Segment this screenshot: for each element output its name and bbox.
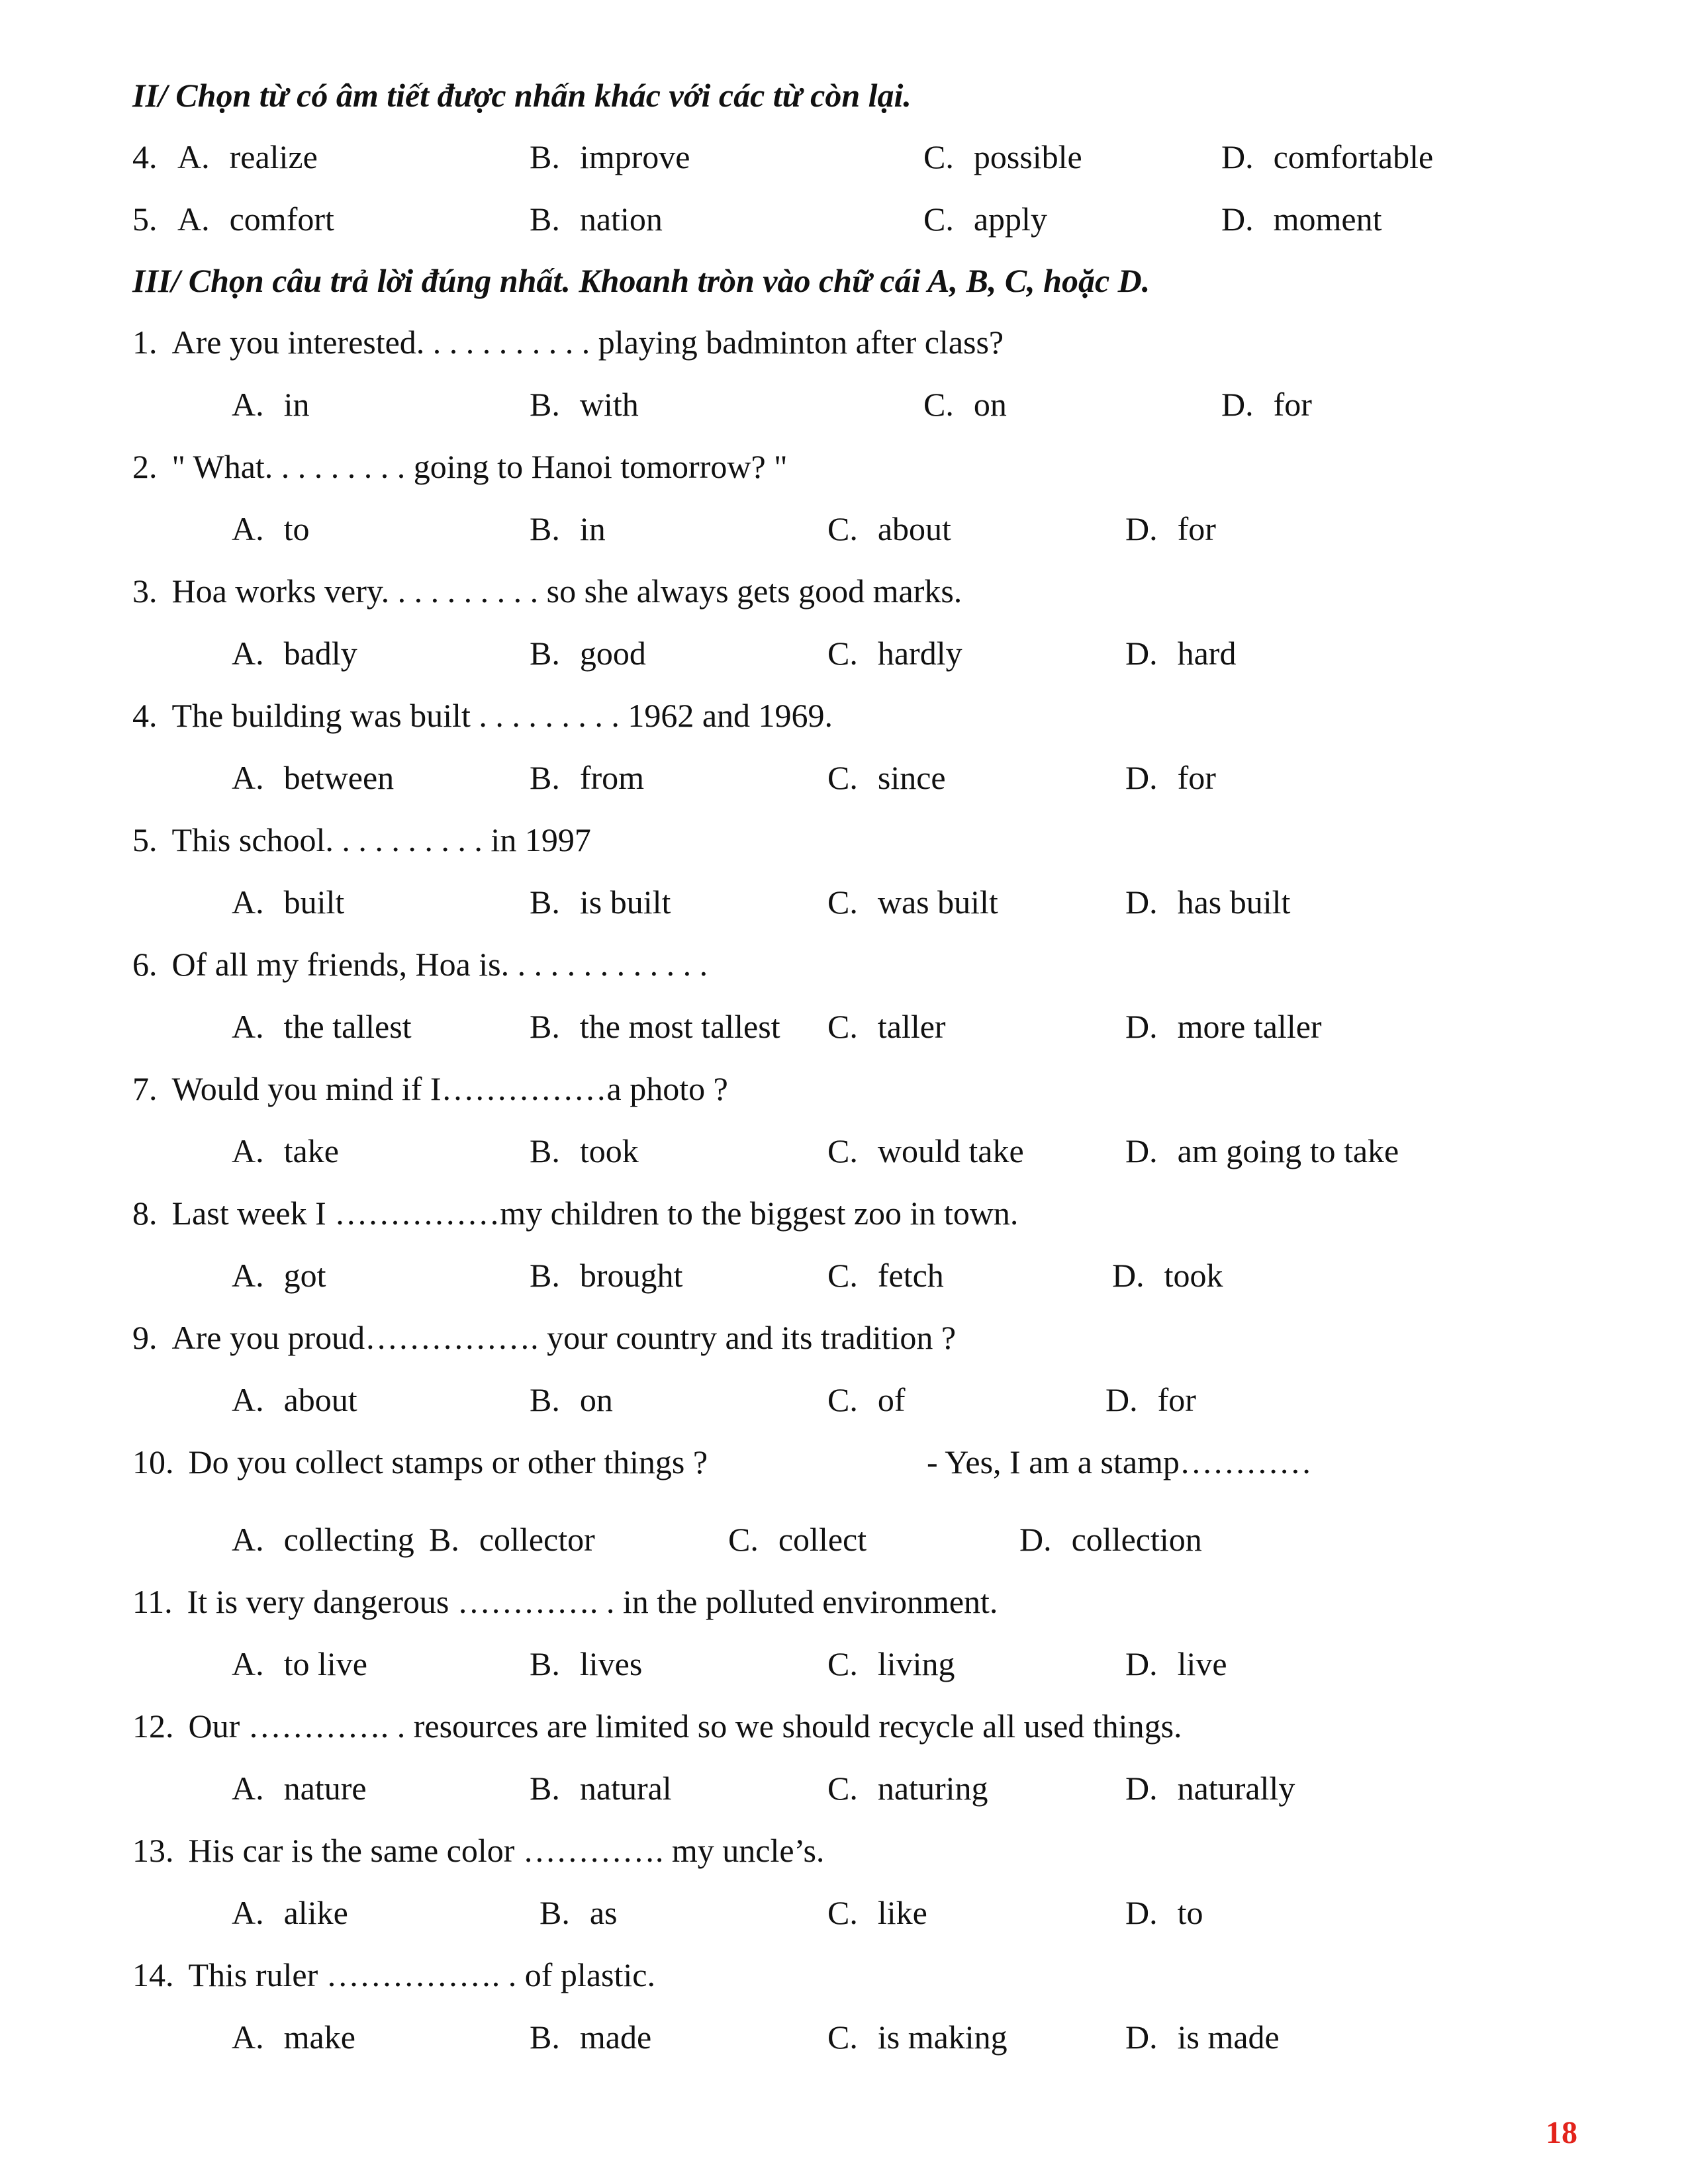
q14-option-c[interactable]: C. is making [827, 2019, 1008, 2056]
q3-option-c[interactable]: C. hardly [827, 635, 962, 672]
s2-q4-option-c[interactable]: C. possible [923, 138, 1082, 175]
q12-option-d[interactable]: D. naturally [1125, 1770, 1295, 1807]
section-3-heading: III/ Chọn câu trả lời đúng nhất. Khoanh tròn vào chữ cái A, B, C, hoặc D. [132, 262, 1150, 299]
question-2: 2. " What. . . . . . . . . going to Hanoi tomorrow? " [132, 448, 788, 485]
q10-option-b[interactable]: B. collector [429, 1521, 595, 1558]
q13-option-c[interactable]: C. like [827, 1894, 927, 1931]
q5-option-a[interactable]: A. built [232, 884, 345, 921]
question-7: 7. Would you mind if I……………a photo ? [132, 1070, 728, 1107]
q13-option-d[interactable]: D. to [1125, 1894, 1203, 1931]
question-3: 3. Hoa works very. . . . . . . . . . so she always gets good marks. [132, 572, 962, 610]
question-10-reply: - Yes, I am a stamp………… [927, 1443, 1312, 1480]
q2-option-d[interactable]: D. for [1125, 510, 1216, 547]
q1-option-d[interactable]: D. for [1221, 386, 1312, 423]
q13-option-b[interactable]: B. as [539, 1894, 618, 1931]
q12-option-b[interactable]: B. natural [530, 1770, 672, 1807]
s2-q5-option-b[interactable]: B. nation [530, 201, 663, 238]
q10-option-d[interactable]: D. collection [1019, 1521, 1202, 1558]
q12-option-a[interactable]: A. nature [232, 1770, 367, 1807]
q4-option-b[interactable]: B. from [530, 759, 645, 796]
q5-option-b[interactable]: B. is built [530, 884, 671, 921]
question-13: 13. His car is the same color …………. my uncle’s. [132, 1832, 825, 1869]
q2-option-c[interactable]: C. about [827, 510, 951, 547]
q12-option-c[interactable]: C. naturing [827, 1770, 988, 1807]
q14-option-d[interactable]: D. is made [1125, 2019, 1280, 2056]
q8-option-a[interactable]: A. got [232, 1257, 326, 1294]
q4-option-a[interactable]: A. between [232, 759, 395, 796]
q1-option-c[interactable]: C. on [923, 386, 1007, 423]
q11-option-b[interactable]: B. lives [530, 1645, 643, 1682]
question-8: 8. Last week I ……………my children to the biggest zoo in town. [132, 1195, 1019, 1232]
question-11: 11. It is very dangerous …………. . in the polluted environment. [132, 1583, 998, 1620]
q2-option-b[interactable]: B. in [530, 510, 606, 547]
q6-option-d[interactable]: D. more taller [1125, 1008, 1322, 1045]
q10-option-a[interactable]: A. collecting [232, 1521, 414, 1558]
q8-option-b[interactable]: B. brought [530, 1257, 683, 1294]
q9-option-a[interactable]: A. about [232, 1381, 357, 1418]
q6-option-a[interactable]: A. the tallest [232, 1008, 412, 1045]
q8-option-d[interactable]: D. took [1112, 1257, 1223, 1294]
q7-option-c[interactable]: C. would take [827, 1132, 1024, 1169]
question-12: 12. Our …………. . resources are limited so we should recycle all used things. [132, 1707, 1182, 1745]
s2-q5-option-d[interactable]: D. moment [1221, 201, 1382, 238]
q3-option-d[interactable]: D. hard [1125, 635, 1237, 672]
q5-option-c[interactable]: C. was built [827, 884, 998, 921]
question-4: 4. The building was built . . . . . . . . . 1962 and 1969. [132, 697, 833, 734]
s2-q5-option-c[interactable]: C. apply [923, 201, 1047, 238]
q11-option-c[interactable]: C. living [827, 1645, 955, 1682]
q1-option-a[interactable]: A. in [232, 386, 310, 423]
q6-option-c[interactable]: C. taller [827, 1008, 946, 1045]
q5-option-d[interactable]: D. has built [1125, 884, 1291, 921]
q3-option-b[interactable]: B. good [530, 635, 646, 672]
s2-q4-option-b[interactable]: B. improve [530, 138, 690, 175]
s2-question-4 [132, 138, 158, 176]
question-5: 5. This school. . . . . . . . . . in 1997 [132, 821, 591, 858]
q4-option-c[interactable]: C. since [827, 759, 946, 796]
question-10: 10. Do you collect stamps or other things ? [132, 1443, 708, 1480]
q3-option-a[interactable]: A. badly [232, 635, 357, 672]
q2-option-a[interactable]: A. to [232, 510, 310, 547]
q7-option-d[interactable]: D. am going to take [1125, 1132, 1399, 1169]
q14-option-a[interactable]: A. make [232, 2019, 355, 2056]
q4-option-d[interactable]: D. for [1125, 759, 1216, 796]
q11-option-d[interactable]: D. live [1125, 1645, 1227, 1682]
s2-q4-option-d[interactable]: D. comfortable [1221, 138, 1434, 175]
section-2-heading: II/ Chọn từ có âm tiết được nhấn khác với các từ còn lại. [132, 77, 912, 114]
question-14: 14. This ruler ……………. . of plastic. [132, 1956, 655, 1993]
q1-option-b[interactable]: B. with [530, 386, 639, 423]
q9-option-d[interactable]: D. for [1105, 1381, 1196, 1418]
q6-option-b[interactable]: B. the most tallest [530, 1008, 780, 1045]
q8-option-c[interactable]: C. fetch [827, 1257, 944, 1294]
question-6: 6. Of all my friends, Hoa is. . . . . . . . . . . . . [132, 946, 708, 983]
q7-option-a[interactable]: A. take [232, 1132, 339, 1169]
q13-option-a[interactable]: A. alike [232, 1894, 348, 1931]
question-1: 1. Are you interested. . . . . . . . . . . playing badminton after class? [132, 324, 1004, 361]
q9-option-c[interactable]: C. of [827, 1381, 906, 1418]
q10-option-c[interactable]: C. collect [728, 1521, 867, 1558]
q9-option-b[interactable]: B. on [530, 1381, 613, 1418]
question-number: 4. [132, 138, 158, 175]
s2-q4-option-a[interactable]: A. realize [177, 138, 318, 175]
page-number: 18 [1546, 2115, 1577, 2150]
s2-question-5: 5. [132, 201, 158, 238]
q14-option-b[interactable]: B. made [530, 2019, 652, 2056]
q7-option-b[interactable]: B. took [530, 1132, 639, 1169]
q11-option-a[interactable]: A. to live [232, 1645, 367, 1682]
question-9: 9. Are you proud……………. your country and its tradition ? [132, 1319, 957, 1356]
s2-q5-option-a[interactable]: A. comfort [177, 201, 334, 238]
